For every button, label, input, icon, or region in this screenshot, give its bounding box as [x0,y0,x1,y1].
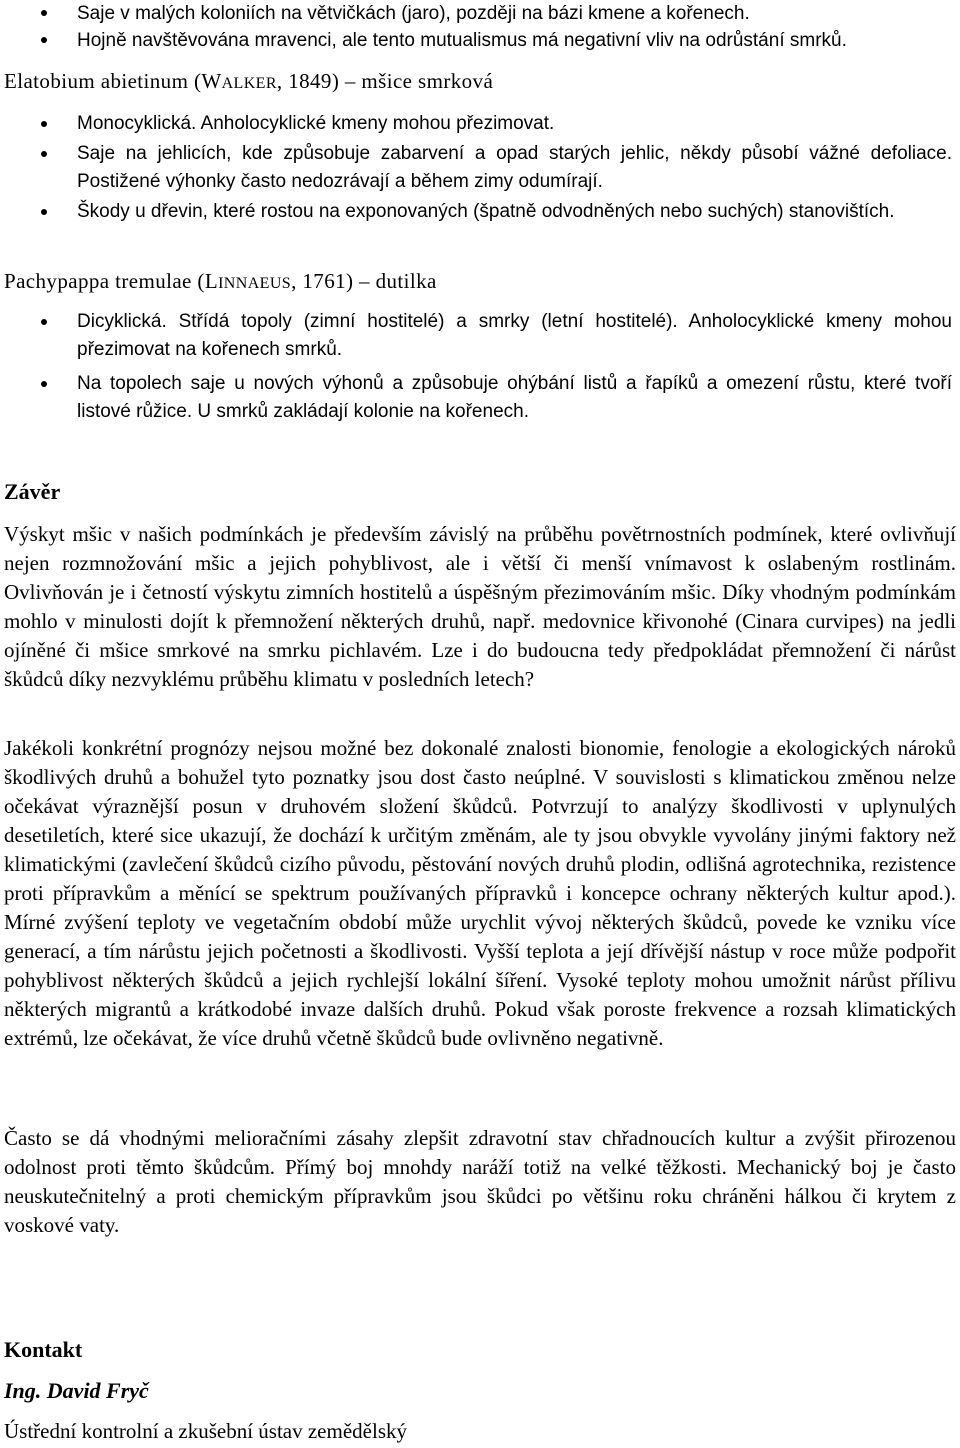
species-name: Pachypappa tremulae ( [4,269,205,293]
contact-organization: Ústřední kontrolní a zkušební ústav zemědělský [4,1419,407,1443]
list-item: Monocyklická. Anholocyklické kmeny mohou přezimovat. [0,110,956,138]
list-item: Dicyklická. Střídá topoly (zimní hostitelé) a smrky (letní hostitelé). Anholocyklické kmeny mohou přezimovat na kořenech smrků. [0,308,956,364]
author-rest: ALKER [221,75,277,92]
contact-name: Ing. David Fryč [4,1378,149,1403]
author-initial: L [204,269,219,293]
pachypappa-bullet-list [0,308,956,426]
list-item: Škody u dřevin, které rostou na exponovaných (špatně odvodněných nebo suchých) stanovištích. [0,198,956,226]
author-rest: INNAEUS [218,275,292,292]
elatobium-bullet-list [0,110,956,226]
year-and-common-name: , 1761) – dutilka [291,269,437,293]
species-heading-elatobium [4,67,493,98]
intro-bullet-list [0,0,956,54]
list-item: Saje na jehlicích, kde způsobuje zabarvení a opad starých jehlic, někdy působí vážné defoliace. Postižené výhonky často nedozrávají a během zimy odumírají. [0,140,956,196]
list-item: Saje v malých koloniích na větvičkách (jaro), později na bázi kmene a kořenech. [0,0,956,27]
year-and-common-name: , 1849) – mšice smrková [276,69,494,93]
conclusion-paragraph-3: Často se dá vhodnými melioračními zásahy zlepšit zdravotní stav chřadnoucích kultur a zvýšit přirozenou odolnost proti těmto škůdcům. Přímý boj mnohdy naráží totiž na velké těžkosti. Mechanický boj je často neuskutečnitelný a proti chemickým přípravkům jsou škůdci po většinu roku chráněni hálkou či krytem z voskové vaty. [4,1126,956,1237]
list-item: Na topolech saje u nových výhonů a způsobuje ohýbání listů a řapíků a omezení růstu, které tvoří listové růžice. U smrků zakládají kolonie na kořenech. [0,370,956,426]
species-heading-pachypappa [4,267,437,298]
conclusion-paragraph-1: Výskyt mšic v našich podmínkách je především závislý na průběhu povětrnostních podmínek, které ovlivňují nejen rozmnožování mšic a jejich pohyblivost, ale i větší či menší vnímavost k oslabeným rostlinám. Ovlivňován je i četností výskytu zimních hostitelů a úspěšným přezimováním mšic. Díky vhodným podmínkám mohlo v minulosti dojít k přemnožení některých druhů, např. medovnice křivonohé (Cinara curvipes) na jedli ojíněné či mšice smrkové na smrku pichlavém. Lze i do budoucna tedy předpokládat přemnožení či nárůst škůdců díky nezvyklému průběhu klimatu v posledních letech? [4,522,956,691]
conclusion-paragraph-2: Jakékoli konkrétní prognózy nejsou možné bez dokonalé znalosti bionomie, fenologie a ekologických nároků škodlivých druhů a bohužel tyto poznatky jsou dost často neúplné. V souvislosti s klimatickou změnou nelze očekávat výraznější posun v druhovém složení škůdců. Potvrzují to analýzy škodlivosti v uplynulých desetiletích, které sice ukazují, že dochází k určitým změnám, ale ty jsou obvykle vyvolány jinými faktory než klimatickými (zavlečení škůdců cizího původu, pěstování nových druhů plodin, odlišná agrotechnika, rezistence proti přípravkům a měnící se spektrum používaných přípravků i koncepce ochrany některých kultur apod.). Mírné zvýšení teploty ve vegetačním období může urychlit vývoj některých škůdců, povede ke vzniku více generací, a tím nárůstu jejich početnosti a škodlivosti. Vyšší teplota a její dřívější nástup v roce může podpořit pohyblivost některých škůdců a jejich rychlejší lokální šíření. Vysoké teploty mohou umožnit nárůst přílivu některých migrantů a krátkodobé invaze dalších druhů. Pokud však poroste frekvence a rozsah klimatických extrémů, lze očekávat, že více druhů včetně škůdců bude ovlivněno negativně. [4,736,956,1050]
list-item: Hojně navštěvována mravenci, ale tento mutualismus má negativní vliv na odrůstání smrků. [0,27,956,54]
author-initial: W [201,69,222,93]
species-name: Elatobium abietinum ( [4,69,202,93]
contact-heading: Kontakt [4,1337,83,1362]
conclusion-heading: Závěr [4,479,61,504]
